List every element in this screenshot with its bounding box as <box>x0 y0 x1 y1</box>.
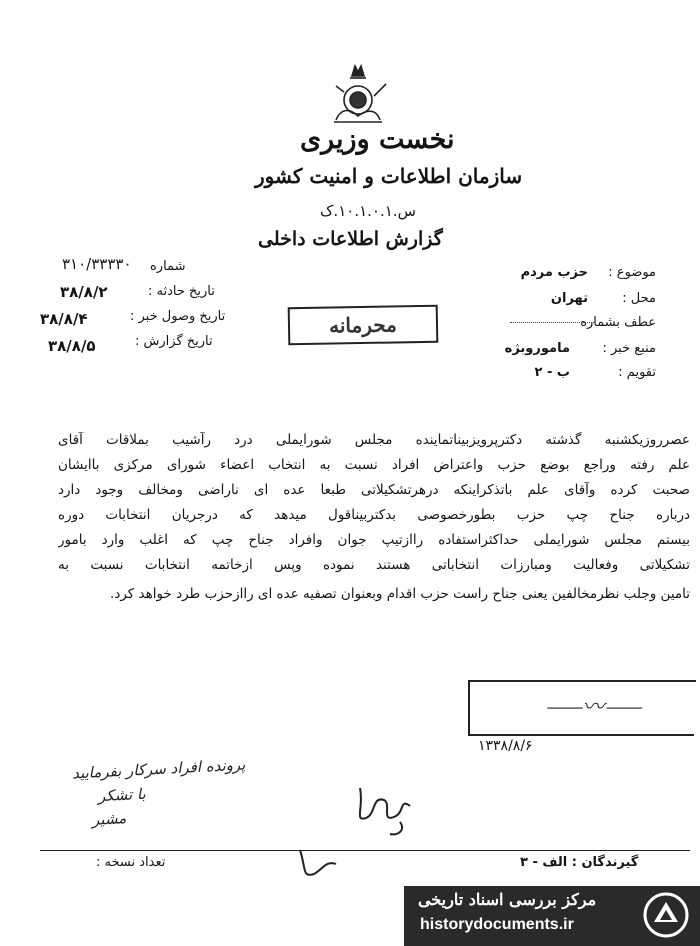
report-date-value: ۳۸/۸/۵ <box>48 337 96 355</box>
subject-label: موضوع : <box>608 265 656 280</box>
number-label: شماره <box>150 259 186 274</box>
reference-label: عطف بشماره <box>580 315 656 330</box>
letterhead-code: س.۱۰.۱.۰.۱.ک <box>320 202 416 220</box>
recipients: گیرندگان : الف - ۳ <box>520 855 639 870</box>
place-value: تهران <box>550 291 588 306</box>
rating-label: تقویم : <box>618 365 656 380</box>
body-line: تامین وجلب نظرمخالفین یعنی جناح راست حزب اقدام وبعنوان تصفیه عده ای راازحزب طرد خواهد کرد. <box>110 586 690 602</box>
letterhead-report-type: گزارش اطلاعات داخلی <box>258 228 443 250</box>
body-line: علم رفته وراجع بوضع حزب واعتراض افراد نسبت به انتخاب اعضاء شورای مرکزی باایشان <box>58 457 690 473</box>
signature-mark-icon <box>340 778 450 838</box>
event-date-value: ۳۸/۸/۲ <box>60 283 108 301</box>
handwritten-note: مشیر <box>91 809 127 829</box>
source-label: منبع خبر : <box>602 341 656 356</box>
received-date-value: ۳۸/۸/۴ <box>40 310 88 328</box>
body-line: درباره جناح چپ حزب بطورخصوصی بدکتربیناقول میدهد که درجریان انتخابات دوره <box>58 507 690 523</box>
stamp-scribble: ⸺〰⸺ <box>545 695 642 720</box>
event-date-label: تاریخ حادثه : <box>148 284 215 299</box>
body-line: صحبت کرده وآقای علم باتذکراینکه درهرتشکیلاتی طبعا عده ای ناراضی ومخالف وجود دارد <box>58 482 690 498</box>
letterhead-prime-ministry: نخست وزیری <box>300 124 455 155</box>
footer-rule <box>40 850 690 851</box>
handwritten-note: پرونده افراد سرکار بفرمایید <box>71 755 246 783</box>
handwritten-note: با تشکر <box>97 784 147 806</box>
watermark-logo-icon <box>640 890 692 940</box>
watermark-url: historydocuments.ir <box>420 916 574 933</box>
rating-value: ب - ۲ <box>534 365 570 380</box>
watermark-title: مرکز بررسی اسناد تاریخی <box>418 890 597 909</box>
stamp-bottom-rule <box>468 734 694 736</box>
lion-sun-emblem-icon <box>322 62 394 132</box>
confidential-stamp-text: محرمانه <box>328 312 398 338</box>
confidential-stamp <box>288 305 439 346</box>
number-value: ۳۱۰/۳۳۳۳۰ <box>62 255 132 273</box>
source-value: ماموروبژه <box>504 341 570 356</box>
body-line: عصرروزیکشنبه گذشته دکترپرویزبیناتماینده مجلس شورایملی درد رآشیب بملاقات آقای <box>58 432 690 448</box>
received-date-label: تاریخ وصول خبر : <box>130 309 226 324</box>
place-label: محل : <box>622 291 656 306</box>
letterhead-organization: سازمان اطلاعات و امنیت کشور <box>255 164 523 188</box>
reference-dots <box>510 322 594 323</box>
report-date-label: تاریخ گزارش : <box>135 334 213 349</box>
copies-label: تعداد نسخه : <box>96 855 166 870</box>
body-line: بیستم مجلس شورایملی حداکثراستفاده راازتیپ جوان وافراد جناح چپ که اغلب وارد بامور <box>58 532 690 548</box>
body-line: تشکیلاتی وفعالیت ومبارزات انتخاباتی هستند نموده وپس ازخاتمه انتخابات نسبت به <box>58 557 690 573</box>
stamp-date: ۱۳۳۸/۸/۶ <box>478 738 533 754</box>
subject-value: حزب مردم <box>520 265 588 280</box>
